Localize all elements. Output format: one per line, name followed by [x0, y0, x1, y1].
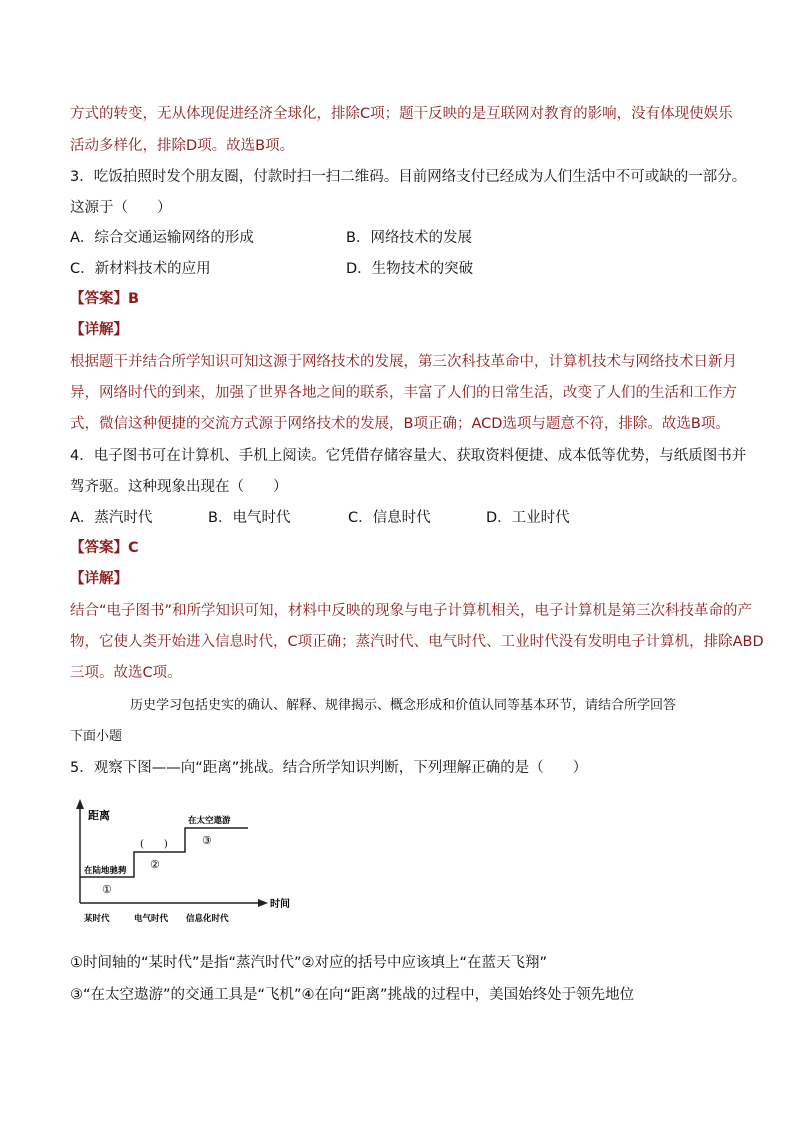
question-4-option-a: A．蒸汽时代 [70, 510, 153, 526]
question-3-answer: 【答案】B [70, 291, 140, 307]
question-4-explanation-line-3: 三项。故选C项。 [70, 665, 182, 681]
question-3-option-d: D．生物技术的突破 [346, 261, 474, 277]
question-3-detail-heading: 【详解】 [70, 322, 128, 338]
prev-explanation-line-1: 方式的转变，无从体现促进经济全球化，排除C项；题干反映的是互联网对教育的影响，没有体现使娱乐 [70, 106, 733, 122]
question-3-stem-line-1: 3．吃饭拍照时发个朋友圈，付款时扫一扫二维码。目前网络支付已经成为人们生活中不可或缺的一部分。 [70, 169, 747, 185]
era-3-label: 信息化时代 [186, 914, 229, 924]
step-2-number: ② [150, 858, 160, 871]
question-3-option-b: B．网络技术的发展 [346, 230, 472, 246]
step-1-label: 在陆地驰骋 [84, 866, 127, 876]
era-2-label: 电气时代 [134, 914, 169, 924]
era-1-label: 某时代 [84, 914, 110, 924]
question-4-option-d: D．工业时代 [486, 510, 570, 526]
question-4-explanation-line-2: 物，它使人类开始进入信息时代，C项正确；蒸汽时代、电气时代、工业时代没有发明电子计算机，排除ABD [70, 634, 764, 650]
section-intro-line-2: 下面小题 [70, 729, 123, 744]
question-4-detail-heading: 【详解】 [70, 571, 128, 587]
x-axis-arrow-icon [258, 899, 268, 907]
question-5-stem: 5．观察下图——向“距离”挑战。结合所学知识判断，下列理解正确的是（ ） [70, 760, 588, 776]
question-5-statements-line-1: ①时间轴的“某时代”是指“蒸汽时代”②对应的括号中应该填上“在蓝天飞翔” [70, 955, 548, 971]
step-3-number: ③ [202, 834, 212, 847]
question-3-option-a: A．综合交通运输网络的形成 [70, 230, 254, 246]
question-4-option-b: B．电气时代 [208, 510, 291, 526]
question-4-answer: 【答案】C [70, 540, 139, 556]
question-3-stem-line-2: 这源于（ ） [70, 200, 172, 216]
step-2-label: ( ) [140, 839, 168, 850]
y-axis-arrow-icon [76, 799, 84, 809]
question-4-stem-line-1: 4．电子图书可在计算机、手机上阅读。它凭借存储容量大、获取资料便捷、成本低等优势，与纸质图书并 [70, 448, 747, 464]
question-5-statements-line-2: ③“在太空遨游”的交通工具是“飞机”④在向“距离”挑战的过程中，美国始终处于领先地位 [70, 987, 635, 1003]
question-3-explanation-line-3: 式，微信这种便捷的交流方式源于网络技术的发展，B项正确；ACD选项与题意不符，排除。故选B项。 [70, 416, 730, 432]
distance-challenge-diagram [70, 795, 300, 935]
question-3-explanation-line-1: 根据题干并结合所学知识可知这源于网络技术的发展，第三次科技革命中，计算机技术与网络技术日新月 [70, 354, 737, 370]
step-3-label: 在太空遨游 [188, 816, 231, 826]
question-4-stem-line-2: 驾齐驱。这种现象出现在（ ） [70, 479, 288, 495]
section-intro-line-1: 历史学习包括史实的确认、解释、规律揭示、概念形成和价值认同等基本环节，请结合所学回答 [130, 698, 677, 713]
question-4-explanation-line-1: 结合“电子图书”和所学知识可知，材料中反映的现象与电子计算机相关，电子计算机是第三次科技革命的产 [70, 603, 753, 619]
question-4-option-c: C．信息时代 [348, 510, 431, 526]
question-3-explanation-line-2: 异，网络时代的到来，加强了世界各地之间的联系，丰富了人们的日常生活，改变了人们的生活和工作方 [70, 385, 737, 401]
y-axis-label: 距离 [88, 809, 110, 822]
x-axis-label: 时间 [270, 899, 290, 910]
step-1-number: ① [102, 883, 112, 896]
prev-explanation-line-2: 活动多样化，排除D项。故选B项。 [70, 138, 295, 154]
question-3-option-c: C．新材料技术的应用 [70, 261, 211, 277]
